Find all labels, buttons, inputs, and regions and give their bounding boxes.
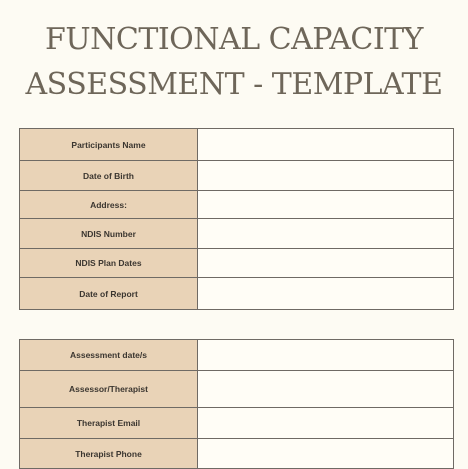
- table-row: [20, 219, 454, 249]
- participants-name-field[interactable]: [198, 129, 454, 161]
- ndis-plan-dates-field[interactable]: [198, 249, 454, 278]
- table-row: [20, 408, 454, 439]
- ndis-plan-dates-label: NDIS Plan Dates: [20, 249, 198, 278]
- ndis-number-field[interactable]: [198, 219, 454, 249]
- assessment-dates-label: Assessment date/s: [20, 340, 198, 371]
- participants-name-label: Participants Name: [20, 129, 198, 161]
- ndis-number-label: NDIS Number: [20, 219, 198, 249]
- table-row: [20, 129, 454, 161]
- table-row: [20, 340, 454, 371]
- assessment-dates-field[interactable]: [198, 340, 454, 371]
- assessor-therapist-field[interactable]: [198, 371, 454, 408]
- address-label: Address:: [20, 191, 198, 219]
- table-row: [20, 161, 454, 191]
- therapist-email-field[interactable]: [198, 408, 454, 439]
- date-of-birth-label: Date of Birth: [20, 161, 198, 191]
- therapist-email-label: Therapist Email: [20, 408, 198, 439]
- date-of-report-label: Date of Report: [20, 278, 198, 310]
- address-field[interactable]: [198, 191, 454, 219]
- table-row: [20, 371, 454, 408]
- assessor-details-table: [19, 339, 454, 469]
- date-of-report-field[interactable]: [198, 278, 454, 310]
- table-row: [20, 249, 454, 278]
- title-line-2: ASSESSMENT - TEMPLATE: [25, 67, 443, 102]
- title-line-1: FUNCTIONAL CAPACITY: [45, 22, 423, 57]
- assessor-therapist-label: Assessor/Therapist: [20, 371, 198, 408]
- table-row: [20, 439, 454, 469]
- table-row: [20, 278, 454, 310]
- therapist-phone-label: Therapist Phone: [20, 439, 198, 469]
- date-of-birth-field[interactable]: [198, 161, 454, 191]
- table-row: [20, 191, 454, 219]
- participant-details-table: [19, 128, 454, 310]
- therapist-phone-field[interactable]: [198, 439, 454, 469]
